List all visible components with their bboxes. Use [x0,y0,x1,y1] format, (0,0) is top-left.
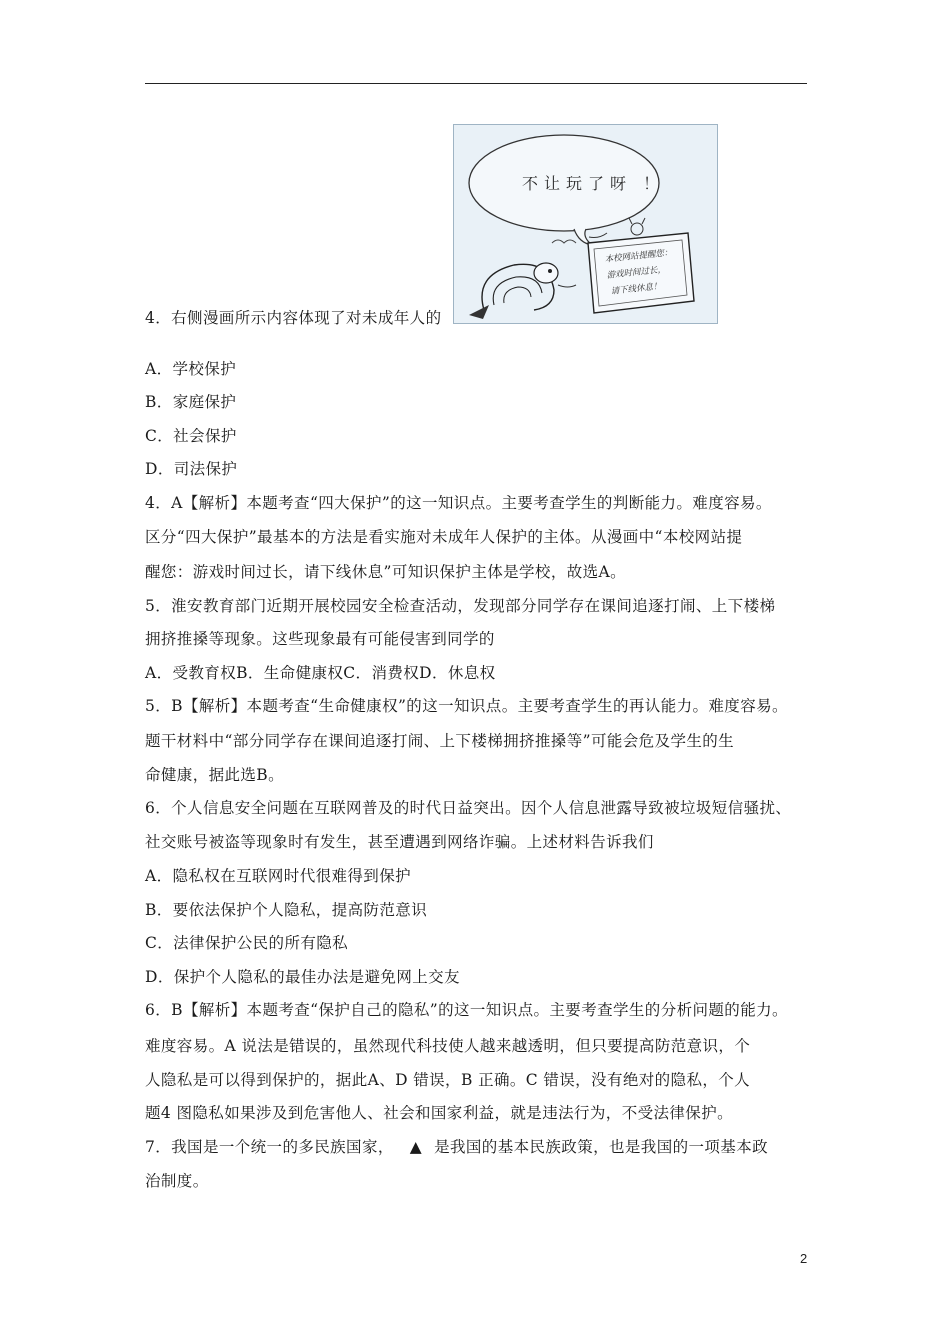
q6-option-c: C．法律保护公民的所有隐私 [145,934,349,952]
header-rule [145,83,807,84]
q6-stem-line-1: 6．个人信息安全问题在互联网普及的时代日益突出。因个人信息泄露导致被垃圾短信骚扰、 [145,799,792,817]
q5-analysis-line-3: 命健康，据此选B。 [145,766,284,784]
cartoon-image [453,124,718,324]
q7-stem-line-2: 治制度。 [145,1172,209,1190]
q5-options: A．受教育权B．生命健康权C．消费权D．休息权 [145,664,496,682]
q6-stem-line-2: 社交账号被盗等现象时有发生，甚至遭遇到网络诈骗。上述材料告诉我们 [145,833,654,851]
bubble-text: 不让玩了呀 ！ [522,174,666,193]
q4-option-d: D．司法保护 [145,460,238,478]
q4-analysis-line-2: 区分“四大保护”最基本的方法是看实施对未成年人保护的主体。从漫画中“本校网站提 [145,528,743,546]
q6-analysis-line-3: 人隐私是可以得到保护的，据此A、D 错误，B 正确。C 错误，没有绝对的隐私，个人 [145,1071,751,1089]
cartoon-drawing [454,125,719,325]
q6-analysis-line-4: 题4 图隐私如果涉及到危害他人、社会和国家利益，就是违法行为，不受法律保护。 [145,1104,733,1122]
q4-option-c: C．社会保护 [145,427,237,445]
screen-text-line-3: 请下线休息！ [610,281,662,297]
q6-option-b: B．要依法保护个人隐私，提高防范意识 [145,901,428,919]
screen-text-line-2: 游戏时间过长， [606,264,667,281]
q6-option-d: D．保护个人隐私的最佳办法是避免网上交友 [145,968,460,986]
q4-option-b: B．家庭保护 [145,393,237,411]
q5-stem-line-1: 5．淮安教育部门近期开展校园安全检查活动，发现部分同学存在课间追逐打闹、上下楼梯 [145,597,776,615]
q4-analysis-line-3: 醒您：游戏时间过长，请下线休息”可知识保护主体是学校，故选A。 [145,563,627,581]
q7-stem-part-1: 7．我国是一个统一的多民族国家， [145,1138,394,1156]
q4-analysis-line-1: 4．A【解析】本题考查“四大保护”的这一知识点。主要考查学生的判断能力。难度容易。 [145,494,772,512]
q4-stem: 4．右侧漫画所示内容体现了对未成年人的 [145,309,442,327]
q6-analysis-line-1: 6．B【解析】本题考查“保护自己的隐私”的这一知识点。主要考查学生的分析问题的能力。 [145,1001,788,1019]
q7-stem-line-1 [145,1136,768,1158]
screen-text-line-1: 本校网站提醒您： [604,247,673,265]
q5-stem-line-2: 拥挤推搡等现象。这些现象最有可能侵害到同学的 [145,630,495,648]
page-number: 2 [800,1251,808,1266]
q5-analysis-line-1: 5．B【解析】本题考查“生命健康权”的这一知识点。主要考查学生的再认能力。难度容易。 [145,697,788,715]
q7-blank-marker: ▲ [409,1138,423,1156]
q6-analysis-line-2: 难度容易。A 说法是错误的，虽然现代科技使人越来越透明，但只要提高防范意识，个 [145,1037,751,1055]
q7-stem-part-2: 是我国的基本民族政策，也是我国的一项基本政 [434,1138,768,1156]
q4-option-a: A．学校保护 [145,360,237,378]
q5-analysis-line-2: 题干材料中“部分同学存在课间追逐打闹、上下楼梯拥挤推搡等”可能会危及学生的生 [145,732,735,750]
q6-option-a: A．隐私权在互联网时代很难得到保护 [145,867,411,885]
